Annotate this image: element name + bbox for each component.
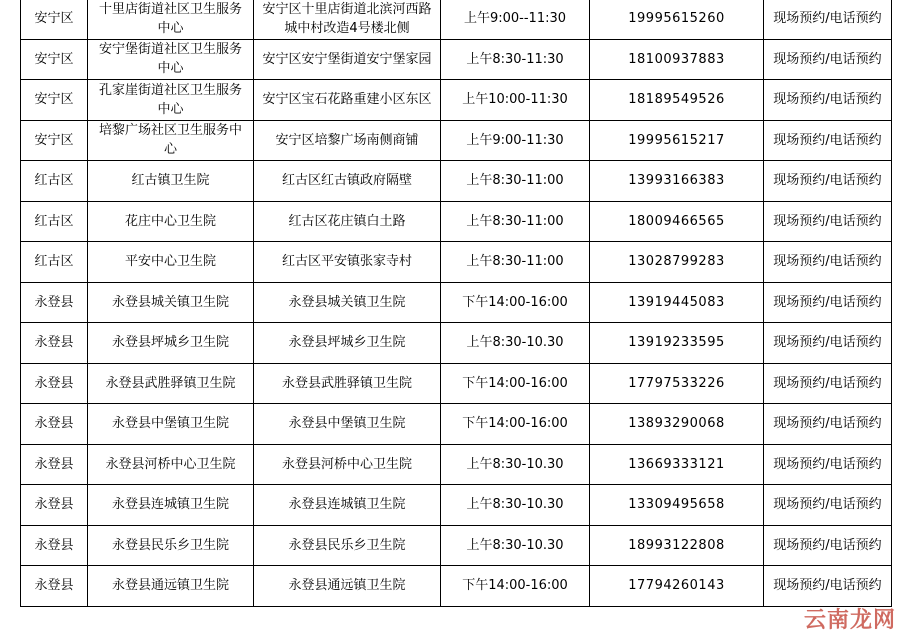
phone-cell-text: 18189549526 [628,92,725,108]
address-cell-text: 红古区平安镇张家寺村 [281,254,412,270]
service-time-cell [441,282,590,323]
service-time-cell-text: 上午8:30-11:30 [466,51,564,67]
table-row [21,404,892,445]
facility-name-cell [88,80,254,121]
service-time-cell-text: 下午14:00-16:00 [462,375,568,391]
facility-name-cell [88,201,254,242]
address-cell-text: 永登县武胜驿镇卫生院 [281,375,412,391]
facility-name-cell [88,282,254,323]
address-cell-text: 红古区红古镇政府隔壁 [281,173,412,189]
service-time-cell [441,323,590,364]
facility-name-cell [88,323,254,364]
table-row [21,566,892,607]
phone-cell [590,566,764,607]
service-time-cell [441,0,590,39]
facility-name-cell-text: 永登县武胜驿镇卫生院 [105,375,236,391]
phone-cell [590,485,764,526]
service-time-cell-text: 上午8:30-10.30 [466,335,564,351]
address-cell [254,323,441,364]
district-cell [21,323,88,364]
phone-cell [590,282,764,323]
district-cell-text: 安宁区 [34,92,74,108]
booking-method-cell [764,0,892,39]
district-cell [21,444,88,485]
booking-method-cell-text: 现场预约/电话预约 [773,416,882,432]
district-cell [21,161,88,202]
address-cell-text: 永登县坪城乡卫生院 [288,335,406,351]
district-cell [21,363,88,404]
facility-name-cell [88,0,254,39]
address-cell-text: 永登县民乐乡卫生院 [288,537,406,553]
address-cell-text: 永登县城关镇卫生院 [288,294,406,310]
facility-name-cell [88,363,254,404]
clinic-table-body [21,0,892,606]
facility-name-cell-text: 安宁堡街道社区卫生服务中心 [98,42,242,77]
facility-name-cell [88,485,254,526]
booking-method-cell-text: 现场预约/电话预约 [773,92,882,108]
district-cell [21,485,88,526]
district-cell-text: 永登县 [34,578,74,594]
booking-method-cell [764,39,892,80]
district-cell-text: 永登县 [34,294,74,310]
facility-name-cell-text: 永登县民乐乡卫生院 [111,537,229,553]
facility-name-cell [88,444,254,485]
table-row [21,120,892,161]
booking-method-cell [764,566,892,607]
service-time-cell-text: 下午14:00-16:00 [462,578,568,594]
booking-method-cell-text: 现场预约/电话预约 [773,132,882,148]
address-cell [254,363,441,404]
district-cell [21,525,88,566]
booking-method-cell-text: 现场预约/电话预约 [773,537,882,553]
address-cell-text: 安宁区宝石花路重建小区东区 [262,92,432,108]
district-cell [21,282,88,323]
facility-name-cell [88,120,254,161]
table-row [21,201,892,242]
facility-name-cell-text: 永登县河桥中心卫生院 [105,456,236,472]
address-cell [254,444,441,485]
address-cell [254,80,441,121]
address-cell-text: 永登县通远镇卫生院 [288,578,406,594]
service-time-cell [441,201,590,242]
district-cell [21,120,88,161]
district-cell-text: 安宁区 [34,51,74,67]
facility-name-cell-text: 孔家崖街道社区卫生服务中心 [98,82,242,117]
booking-method-cell [764,80,892,121]
service-time-cell [441,39,590,80]
service-time-cell-text: 上午8:30-10.30 [466,456,564,472]
table-row [21,282,892,323]
facility-name-cell-text: 平安中心卫生院 [124,254,216,270]
phone-cell-text: 19995615260 [628,11,725,27]
phone-cell [590,363,764,404]
service-time-cell-text: 下午14:00-16:00 [462,294,568,310]
address-cell-text: 永登县河桥中心卫生院 [281,456,412,472]
service-time-cell-text: 下午14:00-16:00 [462,416,568,432]
phone-cell-text: 17797533226 [628,375,725,391]
district-cell-text: 红古区 [34,254,74,270]
phone-cell [590,161,764,202]
district-cell [21,39,88,80]
address-cell [254,161,441,202]
service-time-cell-text: 上午8:30-10.30 [466,497,564,513]
address-cell [254,282,441,323]
booking-method-cell-text: 现场预约/电话预约 [773,456,882,472]
facility-name-cell [88,566,254,607]
service-time-cell [441,566,590,607]
booking-method-cell-text: 现场预约/电话预约 [773,11,882,27]
district-cell [21,566,88,607]
phone-cell [590,0,764,39]
table-row [21,242,892,283]
district-cell-text: 永登县 [34,335,74,351]
phone-cell [590,201,764,242]
facility-name-cell-text: 永登县中堡镇卫生院 [111,416,229,432]
address-cell [254,404,441,445]
district-cell [21,80,88,121]
address-cell [254,485,441,526]
address-cell-text: 永登县连城镇卫生院 [288,497,406,513]
phone-cell-text: 18009466565 [628,213,725,229]
district-cell [21,201,88,242]
district-cell [21,242,88,283]
facility-name-cell-text: 十里店街道社区卫生服务中心 [98,1,242,36]
phone-cell-text: 18100937883 [628,51,725,67]
address-cell-text: 红古区花庄镇白土路 [288,213,406,229]
address-cell-text: 安宁区十里店街道北滨河西路城中村改造4号楼北侧 [262,1,432,36]
phone-cell-text: 13893290068 [628,416,725,432]
phone-cell [590,39,764,80]
facility-name-cell-text: 永登县坪城乡卫生院 [111,335,229,351]
facility-name-cell-text: 永登县城关镇卫生院 [111,294,229,310]
facility-name-cell-text: 永登县通远镇卫生院 [111,578,229,594]
phone-cell [590,444,764,485]
booking-method-cell-text: 现场预约/电话预约 [773,497,882,513]
service-time-cell [441,161,590,202]
address-cell-text: 永登县中堡镇卫生院 [288,416,406,432]
booking-method-cell-text: 现场预约/电话预约 [773,294,882,310]
phone-cell-text: 18993122808 [628,537,725,553]
district-cell-text: 永登县 [34,537,74,553]
table-row [21,485,892,526]
address-cell [254,39,441,80]
facility-name-cell [88,404,254,445]
phone-cell-text: 13993166383 [628,173,725,189]
address-cell [254,566,441,607]
service-time-cell [441,485,590,526]
service-time-cell-text: 上午9:00-11:30 [466,132,564,148]
service-time-cell [441,404,590,445]
phone-cell [590,120,764,161]
facility-name-cell [88,161,254,202]
booking-method-cell [764,323,892,364]
booking-method-cell-text: 现场预约/电话预约 [773,173,882,189]
service-time-cell [441,363,590,404]
phone-cell-text: 19995615217 [628,132,725,148]
district-cell-text: 红古区 [34,173,74,189]
phone-cell [590,525,764,566]
address-cell [254,525,441,566]
phone-cell-text: 13669333121 [628,456,725,472]
phone-cell-text: 13919233595 [628,335,725,351]
clinic-table [20,0,892,607]
facility-name-cell-text: 红古镇卫生院 [131,173,210,189]
facility-name-cell-text: 永登县连城镇卫生院 [111,497,229,513]
booking-method-cell [764,120,892,161]
phone-cell [590,404,764,445]
facility-name-cell-text: 花庄中心卫生院 [124,213,216,229]
phone-cell-text: 13919445083 [628,294,725,310]
booking-method-cell-text: 现场预约/电话预约 [773,375,882,391]
service-time-cell-text: 上午8:30-11:00 [466,254,564,270]
district-cell [21,404,88,445]
service-time-cell [441,525,590,566]
phone-cell [590,242,764,283]
district-cell-text: 永登县 [34,375,74,391]
service-time-cell-text: 上午9:00--11:30 [463,11,567,27]
table-row [21,161,892,202]
booking-method-cell [764,444,892,485]
district-cell-text: 永登县 [34,416,74,432]
table-row [21,363,892,404]
booking-method-cell [764,201,892,242]
phone-cell-text: 17794260143 [628,578,725,594]
table-row [21,39,892,80]
facility-name-cell [88,39,254,80]
address-cell [254,0,441,39]
district-cell-text: 安宁区 [34,11,74,27]
booking-method-cell-text: 现场预约/电话预约 [773,578,882,594]
address-cell [254,120,441,161]
service-time-cell [441,80,590,121]
facility-name-cell [88,525,254,566]
address-cell-text: 安宁区培黎广场南侧商铺 [275,132,419,148]
booking-method-cell [764,525,892,566]
table-row [21,525,892,566]
service-time-cell [441,444,590,485]
booking-method-cell [764,363,892,404]
district-cell-text: 永登县 [34,456,74,472]
facility-name-cell [88,242,254,283]
address-cell-text: 安宁区安宁堡街道安宁堡家园 [262,51,432,67]
booking-method-cell-text: 现场预约/电话预约 [773,335,882,351]
table-row [21,0,892,39]
service-time-cell-text: 上午8:30-11:00 [466,173,564,189]
phone-cell [590,323,764,364]
booking-method-cell-text: 现场预约/电话预约 [773,213,882,229]
booking-method-cell [764,242,892,283]
service-time-cell-text: 上午10:00-11:30 [462,92,568,108]
service-time-cell [441,120,590,161]
table-row [21,323,892,364]
table-row [21,444,892,485]
district-cell [21,0,88,39]
service-time-cell-text: 上午8:30-11:00 [466,213,564,229]
booking-method-cell [764,404,892,445]
booking-method-cell [764,485,892,526]
address-cell [254,201,441,242]
booking-method-cell [764,161,892,202]
phone-cell [590,80,764,121]
district-cell-text: 安宁区 [34,132,74,148]
district-cell-text: 红古区 [34,213,74,229]
watermark-logo: 云南龙网 [803,608,896,633]
phone-cell-text: 13309495658 [628,497,725,513]
facility-name-cell-text: 培黎广场社区卫生服务中心 [98,123,242,158]
service-time-cell [441,242,590,283]
booking-method-cell-text: 现场预约/电话预约 [773,51,882,67]
phone-cell-text: 13028799283 [628,254,725,270]
booking-method-cell [764,282,892,323]
district-cell-text: 永登县 [34,497,74,513]
booking-method-cell-text: 现场预约/电话预约 [773,254,882,270]
address-cell [254,242,441,283]
table-row [21,80,892,121]
service-time-cell-text: 上午8:30-10.30 [466,537,564,553]
